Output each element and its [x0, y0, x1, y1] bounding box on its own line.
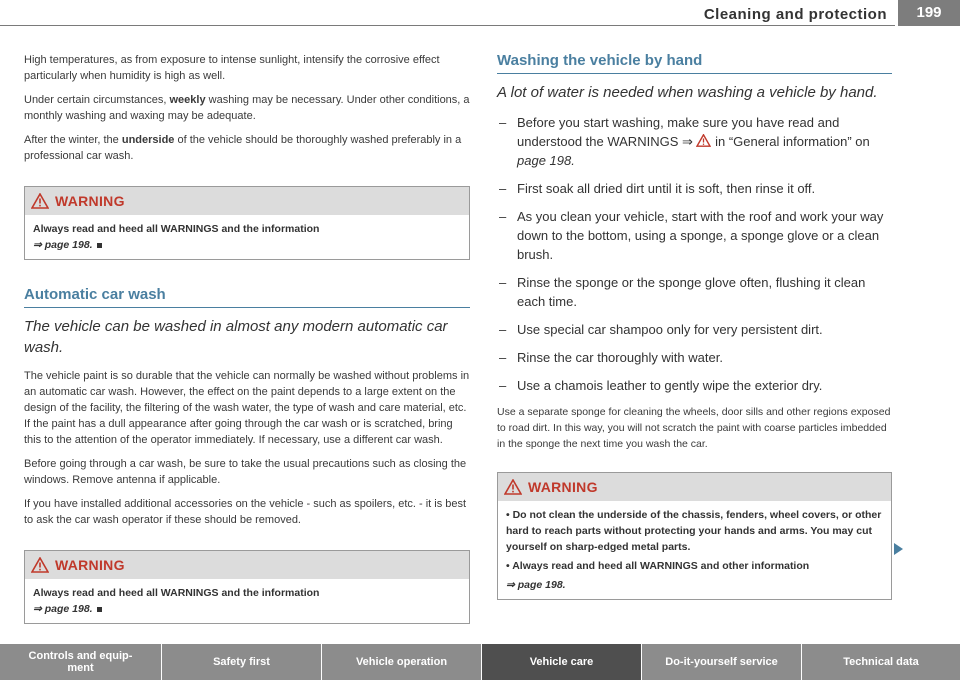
- warning-box: [497, 472, 892, 600]
- page-reference-link[interactable]: page 198.: [517, 153, 575, 168]
- paragraph: After the winter, the underside of the vehicle should be thoroughly washed preferably in a professional car wash.: [24, 134, 462, 162]
- warning-label: WARNING: [55, 193, 125, 209]
- step-list: [497, 113, 892, 395]
- tab-controls-and-equipment[interactable]: Controls and equip- ment: [0, 644, 162, 680]
- page-reference-link[interactable]: ⇒ page 198.: [506, 579, 566, 591]
- warning-text: • Do not clean the underside of the chassis, fenders, wheel covers, or other hard to reach parts without protecting your hands and arms. You may cut yourself on sharp-edged metal parts. • Always read and heed all WARNINGS and other information ⇒ page 198.: [506, 509, 882, 591]
- tab-safety-first[interactable]: Safety first: [162, 644, 322, 680]
- warning-header: [25, 551, 469, 579]
- list-item: – Use a chamois leather to gently wipe the exterior dry.: [497, 376, 892, 395]
- end-mark-icon: [97, 243, 102, 248]
- paragraph: If you have installed additional accessories on the vehicle - such as spoilers, etc. - it is best to ask the car wash operator if these should be removed.: [24, 498, 467, 526]
- left-column: [24, 52, 470, 636]
- warning-label: WARNING: [55, 557, 125, 573]
- paragraph: High temperatures, as from exposure to intense sunlight, intensify the corrosive effect particularly when humidity is high as well.: [24, 54, 440, 82]
- warning-triangle-icon: [696, 134, 711, 147]
- bullet-icon: •: [506, 560, 513, 572]
- note-paragraph: Use a separate sponge for cleaning the wheels, door sills and other regions exposed to road dirt. In this way, you will not scratch the paint with coarse particles imbedded in the sponge the next time you wash the car.: [497, 406, 891, 450]
- page-header: [0, 0, 960, 26]
- list-item: – Use special car shampoo only for very persistent dirt.: [497, 320, 892, 339]
- paragraph: The vehicle paint is so durable that the vehicle can normally be washed without problems in an automatic car wash. However, the effect on the paint depends to a large extent on the design of the facility, the filtering of the wash water, the type of wash and care material, etc. If the paint has a dull appearance after going through the car wash or is scratched, bring this to the attention of the operator immediately. If necessary, use a different car wash.: [24, 370, 470, 446]
- warning-text: Always read and heed all WARNINGS and the information ⇒ page 198.: [33, 223, 320, 251]
- warning-header: [498, 473, 891, 501]
- warning-text: Always read and heed all WARNINGS and the information ⇒ page 198.: [33, 587, 320, 615]
- page-number: 199: [898, 0, 960, 26]
- page-reference-link[interactable]: ⇒ page 198.: [33, 239, 93, 251]
- paragraph: Before going through a car wash, be sure to take the usual precautions such as closing the windows. Remove antenna if applicable.: [24, 458, 467, 486]
- header-rule: [0, 25, 895, 26]
- warning-triangle-icon: [31, 557, 49, 573]
- tab-technical-data[interactable]: Technical data: [802, 644, 960, 680]
- footer-nav: [0, 644, 960, 680]
- list-item: – Rinse the sponge or the sponge glove often, flushing it clean each time.: [497, 273, 892, 311]
- section-heading: Washing the vehicle by hand: [497, 52, 892, 74]
- list-item: – First soak all dried dirt until it is soft, then rinse it off.: [497, 179, 892, 198]
- end-mark-icon: [97, 607, 102, 612]
- intro-text: The vehicle can be washed in almost any modern automatic car wash.: [24, 318, 448, 356]
- warning-label: WARNING: [528, 479, 598, 495]
- bullet-icon: •: [506, 509, 513, 521]
- continue-arrow-icon: [894, 543, 903, 555]
- tab-vehicle-operation[interactable]: Vehicle operation: [322, 644, 482, 680]
- page-reference-link[interactable]: ⇒ page 198.: [33, 603, 93, 615]
- warning-triangle-icon: [31, 193, 49, 209]
- section-heading: Automatic car wash: [24, 286, 470, 308]
- intro-text: A lot of water is needed when washing a vehicle by hand.: [497, 84, 878, 101]
- warning-header: [25, 187, 469, 215]
- tab-do-it-yourself-service[interactable]: Do-it-yourself service: [642, 644, 802, 680]
- list-item: – Rinse the car thoroughly with water.: [497, 348, 892, 367]
- right-column: [497, 52, 892, 612]
- section-title: Cleaning and protection: [703, 6, 887, 23]
- list-item: – Before you start washing, make sure you have read and understood the WARNINGS ⇒ in “General information” on page 198.: [497, 113, 892, 170]
- tab-vehicle-care[interactable]: Vehicle care: [482, 644, 642, 680]
- list-item: – As you clean your vehicle, start with the roof and work your way down to the bottom, using a sponge, a sponge glove or a clean brush.: [497, 207, 892, 264]
- paragraph: Under certain circumstances, weekly washing may be necessary. Under other conditions, a monthly washing and waxing may be adequate.: [24, 94, 470, 122]
- warning-box: [24, 550, 470, 624]
- warning-triangle-icon: [504, 479, 522, 495]
- warning-box: [24, 186, 470, 260]
